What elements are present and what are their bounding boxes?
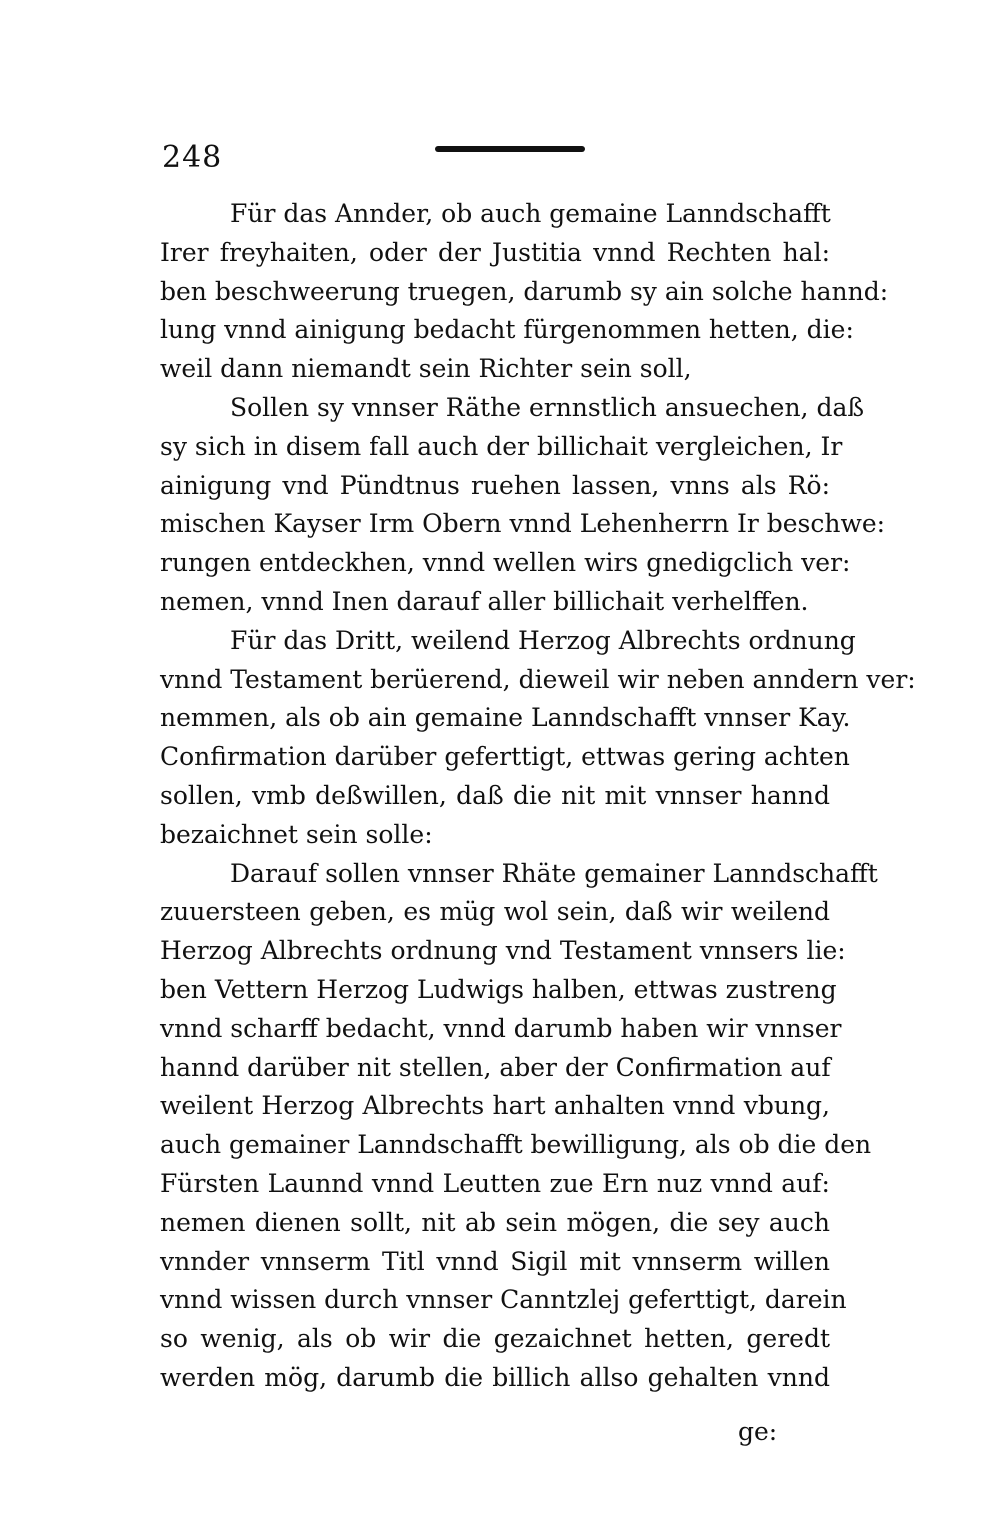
text-line: sy sich in disem fall auch der billichait vergleichen, Ir: [160, 431, 843, 461]
text-line: auch gemainer Lanndschafft bewilligung, als ob die den: [160, 1130, 872, 1160]
text-line: ben beschweerung truegen, darumb sy ain solche hannd:: [160, 276, 889, 306]
text-line: Für das Dritt, weilend Herzog Albrechts ordnung: [230, 625, 856, 655]
text-line: mischen Kayser Irm Obern vnnd Lehenherrn Ir beschwe:: [160, 509, 886, 539]
text-line: Confirmation darüber geferttigt, ettwas gering achten: [160, 742, 850, 772]
text-line: vnnd scharff bedacht, vnnd darumb haben wir vnnser: [160, 1013, 842, 1043]
text-line: nemen, vnnd Inen darauf aller billichait verhelffen.: [160, 586, 809, 616]
text-line: vnnder vnnserm Titl vnnd Sigil mit vnnserm willen: [160, 1246, 830, 1276]
text-line: vnnd Testament berüerend, dieweil wir neben anndern ver:: [160, 664, 916, 694]
text-line: sollen, vmb deßwillen, daß die nit mit vnnser hannd: [160, 780, 830, 810]
text-line: werden mög, darumb die billich allso gehalten vnnd: [160, 1362, 830, 1392]
text-line: Für das Annder, ob auch gemaine Lanndschafft: [230, 199, 831, 228]
text-line: so wenig, als ob wir die gezaichnet hetten, geredt: [160, 1324, 830, 1354]
text-line: ben Vettern Herzog Ludwigs halben, ettwas zustreng: [160, 974, 837, 1004]
text-line: Herzog Albrechts ordnung vnd Testament vnnsers lie:: [160, 936, 846, 966]
text-line: rungen entdeckhen, vnnd wellen wirs gnedigclich ver:: [160, 548, 851, 578]
text-line: hannd darüber nit stellen, aber der Confirmation auf: [160, 1052, 831, 1082]
text-line: Irer freyhaiten, oder der Justitia vnnd Rechten hal:: [160, 237, 830, 267]
text-line: vnnd wissen durch vnnser Canntzlej geferttigt, darein: [160, 1285, 847, 1315]
text-line: Darauf sollen vnnser Rhäte gemainer Lanndschafft: [230, 858, 878, 888]
text-line: weil dann niemandt sein Richter sein soll,: [160, 354, 692, 384]
header-rule: [435, 146, 585, 152]
body-text: [160, 195, 916, 1398]
text-line: Fürsten Launnd vnnd Leutten zue Ern nuz vnnd auf:: [160, 1168, 830, 1198]
text-line: nemen dienen sollt, nit ab sein mögen, die sey auch: [160, 1207, 830, 1237]
text-line: nemmen, als ob ain gemaine Lanndschafft vnnser Kay.: [160, 703, 851, 733]
text-line: zuuersteen geben, es müg wol sein, daß wir weilend: [160, 897, 830, 927]
text-line: lung vnnd ainigung bedacht fürgenommen hetten, die:: [160, 315, 854, 345]
catchword: ge:: [738, 1417, 778, 1446]
text-line: ainigung vnd Pündtnus ruehen lassen, vnns als Rö:: [160, 470, 830, 500]
text-line: Sollen sy vnnser Räthe ernnstlich ansuechen, daß: [230, 392, 865, 422]
page-number: 248: [162, 140, 223, 175]
text-line: bezaichnet sein solle:: [160, 819, 433, 849]
text-line: weilent Herzog Albrechts hart anhalten vnnd vbung,: [160, 1091, 830, 1121]
